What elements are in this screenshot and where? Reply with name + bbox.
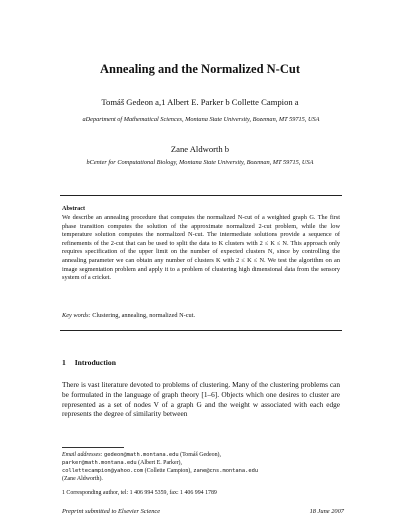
- email-parker[interactable]: parker@math.montana.edu: [62, 460, 137, 467]
- affiliation-a: aDepartment of Mathematical Sciences, Montana State University, Bozeman, MT 59715, USA: [82, 116, 320, 123]
- keywords: [62, 312, 340, 319]
- abstract-heading: Abstract: [62, 205, 86, 212]
- email-aldworth-name: (Zane Aldworth).: [62, 476, 103, 483]
- email-campion-name: (Collette Campion),: [144, 468, 192, 475]
- corresponding-footnote: 1 Corresponding author, tel: 1 406 994 5359, fax: 1 406 994 1789: [62, 490, 217, 496]
- intro-paragraph: There is vast literature devoted to problems of clustering. Many of the clustering problems can be formulated in the language of graph theory [1–6]. Objects which one desires to cluster are represented as a set of nodes V of a graph G and the weight w associated with each edge represents the degree of similarity between: [62, 380, 340, 419]
- email-gedeon-name: (Tomáš Gedeon),: [180, 452, 221, 458]
- email-gedeon[interactable]: gedeon@math.montana.edu: [104, 452, 179, 458]
- abstract-top-rule: [60, 195, 342, 196]
- preprint-note: Preprint submitted to Elsevier Science: [62, 508, 161, 515]
- section-heading: [62, 358, 116, 367]
- section-title: Introduction: [74, 358, 116, 367]
- keywords-label: Key words:: [62, 312, 91, 319]
- email-campion[interactable]: collettecampion@yahoo.com: [62, 468, 144, 475]
- footnote-rule: [62, 447, 124, 448]
- email-aldworth[interactable]: zane@cns.montana.edu: [193, 468, 259, 475]
- email-label: Email addresses:: [62, 452, 103, 458]
- author-list-2: Zane Aldworth b: [170, 144, 230, 154]
- email-footnote: [62, 451, 344, 483]
- section-number: 1: [62, 358, 66, 367]
- abstract-bottom-rule: [60, 330, 342, 331]
- preprint-footer: [62, 508, 344, 515]
- paper-title: Annealing and the Normalized N-Cut: [99, 62, 300, 76]
- affiliation-b: bCenter for Computational Biology, Montana State University, Bozeman, MT 59715, USA: [86, 159, 314, 166]
- keywords-text: Clustering, annealing, normalized N-cut.: [92, 312, 196, 319]
- preprint-date: 18 June 2007: [309, 508, 344, 515]
- email-parker-name: (Albert E. Parker),: [138, 460, 182, 467]
- author-list: Tomáš Gedeon a,1 Albert E. Parker b Collette Campion a: [101, 97, 299, 107]
- abstract-body: We describe an annealing procedure that computes the normalized N-cut of a weighted graph G. The first phase transition computes the solution of the approximate normalized 2-cut problem, while the low temperature solution computes the normalized N-cut. The intermediate solutions provide a sequence of refinements of the 2-cut that can be used to split the data to K clusters with 2 ≤ K ≤ N. This approach only requires specification of the upper limit on the number of expected clusters N, since by controlling the annealing parameter we can obtain any number of clusters K with 2 ≤ K ≤ N. We test the algorithm on an image segmentation problem and apply it to a problem of clustering high dimensional data from the sensory system of a cricket.: [62, 214, 340, 282]
